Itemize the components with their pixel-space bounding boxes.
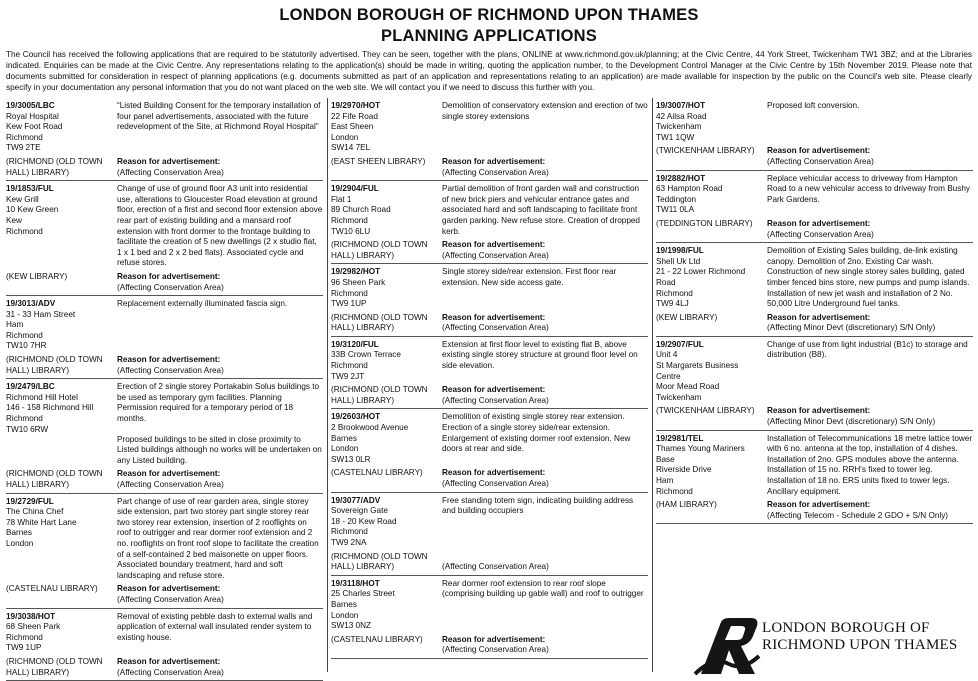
library-name: (CASTELNAU LIBRARY) — [331, 634, 423, 644]
application-address-block — [656, 340, 767, 404]
application-ref: 19/3007/HOT — [656, 101, 706, 110]
application-body — [331, 101, 648, 154]
application-body — [331, 579, 648, 632]
application-description-block — [442, 184, 648, 237]
reason-label: Reason for advertisement: — [117, 271, 221, 281]
reason-value: (Affecting Minor Devt (discretionary) S/N Only) — [767, 323, 936, 333]
application-entry — [331, 181, 648, 264]
reason-block — [442, 313, 648, 334]
application-body — [656, 340, 973, 404]
address-line: Unit 4 — [656, 350, 678, 360]
application-entry — [6, 379, 323, 493]
address-line: Barnes — [6, 528, 32, 538]
application-ref: 19/2982/HOT — [331, 267, 381, 277]
reason-block — [117, 469, 323, 490]
address-line: Shell Uk Ltd — [656, 256, 701, 266]
application-description: Proposed loft conversion. — [767, 101, 860, 110]
application-body — [331, 496, 648, 549]
address-line: TW9 1UP — [6, 643, 42, 653]
library-row — [6, 469, 323, 490]
column-3 — [656, 98, 973, 524]
application-address-block — [656, 101, 767, 143]
address-line: TW9 2TE — [6, 143, 41, 153]
application-ref: 19/1853/FUL — [6, 184, 54, 194]
library-name: (TWICKENHAM LIBRARY) — [656, 406, 755, 416]
address-line: Thames Young Mariners Base — [656, 444, 745, 464]
application-entry — [6, 296, 323, 379]
reason-value: (Affecting Conservation Area) — [767, 156, 874, 166]
address-line: Richmond — [656, 486, 693, 496]
reason-value: (Affecting Conservation Area) — [117, 594, 224, 604]
address-line: Barnes — [331, 599, 357, 609]
address-line: Riverside Drive — [656, 465, 712, 475]
application-description-block — [767, 246, 973, 310]
application-description: Removal of existing pebble dash to external walls and application of external wall insulated render system to existing house. — [117, 611, 313, 642]
application-address-block — [6, 612, 117, 654]
application-entry — [331, 337, 648, 410]
reason-value: (Affecting Conservation Area) — [117, 480, 224, 489]
application-description-block — [442, 579, 648, 632]
reason-block — [117, 272, 323, 293]
library-row — [331, 635, 648, 656]
library-row — [6, 355, 323, 376]
address-line: East Sheen — [331, 122, 374, 132]
library-row — [331, 385, 648, 406]
reason-value: (Affecting Conservation Area) — [442, 395, 549, 405]
application-description-block — [767, 340, 973, 404]
application-address-block — [6, 101, 117, 154]
address-line: Richmond — [6, 414, 43, 424]
application-address-block — [6, 184, 117, 269]
application-address-block — [331, 340, 442, 382]
reason-value: (Affecting Conservation Area) — [442, 479, 549, 488]
library-row — [331, 552, 648, 573]
library-name: (CASTELNAU LIBRARY) — [6, 584, 98, 594]
address-line: 21 - 22 Lower Richmond Road — [656, 267, 746, 287]
reason-label: Reason for advertisement: — [442, 240, 546, 250]
library-row — [331, 468, 648, 489]
library-row — [656, 406, 973, 427]
reason-value: (Affecting Conservation Area) — [117, 167, 224, 177]
application-entry — [6, 181, 323, 296]
library-name: (RICHMOND (OLD TOWN HALL) LIBRARY) — [6, 156, 103, 177]
library-row — [656, 313, 973, 334]
address-line: 89 Church Road — [331, 205, 391, 215]
reason-label: Reason for advertisement: — [117, 656, 221, 666]
application-ref: 19/3120/FUL — [331, 339, 379, 349]
reason-label: Reason for advertisement: — [442, 634, 546, 644]
reason-value: (Affecting Conservation Area) — [117, 667, 224, 677]
reason-value: (Affecting Conservation Area) — [117, 282, 224, 292]
reason-label: Reason for advertisement: — [117, 156, 221, 166]
library-row — [6, 272, 323, 293]
reason-value: (Affecting Conservation Area) — [442, 562, 549, 572]
library-row — [656, 146, 973, 167]
application-description-block — [767, 434, 973, 498]
address-line: St Margarets Business Centre — [656, 361, 739, 381]
application-ref: 19/2479/LBC — [6, 382, 55, 392]
application-body — [6, 382, 323, 466]
library-row — [656, 500, 973, 521]
address-line: London — [331, 444, 359, 454]
application-description: Extension at first floor level to existing flat B, above existing single storey structure at ground floor level on side elevation. — [442, 339, 638, 371]
application-body — [656, 174, 973, 216]
address-line: Richmond Hill Hotel — [6, 392, 78, 402]
column-divider — [652, 98, 653, 672]
library-name: (KEW LIBRARY) — [6, 271, 68, 281]
address-line: TW11 0LA — [656, 205, 695, 215]
reason-block — [117, 584, 323, 605]
address-line: 25 Charles Street — [331, 589, 395, 599]
library-row — [6, 584, 323, 605]
reason-block — [442, 157, 648, 178]
application-description-block — [767, 174, 973, 216]
application-entry — [331, 409, 648, 492]
application-body — [331, 340, 648, 382]
application-entry — [656, 171, 973, 244]
application-entry — [331, 264, 648, 337]
application-entry — [331, 576, 648, 659]
address-line: TW10 6LU — [331, 226, 371, 236]
column-1 — [6, 98, 323, 681]
reason-label: Reason for advertisement: — [767, 146, 871, 156]
reason-value: (Affecting Conservation Area) — [442, 323, 549, 333]
library-name: (KEW LIBRARY) — [656, 312, 718, 322]
address-line: TW9 4LJ — [656, 299, 689, 309]
library-name: (CASTELNAU LIBRARY) — [331, 468, 423, 478]
address-line: Sovereign Gate — [331, 506, 388, 516]
application-description-block — [442, 267, 648, 309]
application-address-block — [331, 101, 442, 154]
library-name: (RICHMOND (OLD TOWN HALL) LIBRARY) — [6, 469, 103, 489]
application-address-block — [331, 267, 442, 309]
reason-block — [767, 313, 973, 334]
reason-value: (Affecting Telecom - Schedule 2 GDO + S/N Only) — [767, 510, 949, 520]
reason-block — [442, 240, 648, 261]
reason-label: Reason for advertisement: — [442, 385, 546, 395]
address-line: TW9 1UP — [331, 299, 367, 309]
logo-line-2: RICHMOND UPON THAMES — [762, 637, 958, 653]
library-name: (RICHMOND (OLD TOWN HALL) LIBRARY) — [331, 551, 428, 572]
reason-block — [117, 657, 323, 678]
address-line: Moor Mead Road — [656, 382, 720, 392]
reason-value: (Affecting Conservation Area) — [442, 250, 549, 260]
application-address-block — [656, 434, 767, 498]
application-description-block — [117, 184, 323, 269]
application-ref: 19/3118/HOT — [331, 578, 380, 588]
application-entry — [656, 243, 973, 337]
address-line: 22 Fife Road — [331, 111, 378, 121]
reason-label: Reason for advertisement: — [767, 406, 871, 416]
reason-value: (Affecting Conservation Area) — [767, 229, 874, 239]
application-body — [656, 246, 973, 310]
reason-block — [767, 219, 973, 240]
application-ref: 19/2981/TEL — [656, 433, 704, 443]
application-ref: 19/2882/HOT — [656, 173, 706, 183]
application-description: Demolition of existing single storey rear extension. Erection of a single storey side/rear extension. Enlargement of existing dormer roof extension. New doors at rear and side. — [442, 412, 631, 454]
address-line: SW14 7EL — [331, 143, 371, 153]
application-address-block — [6, 382, 117, 466]
application-description: Erection of 2 single storey Portakabin Solus buildings to be used as temporary gym facilities. Planning Permission required for a temporary period of 18 months. — [117, 382, 320, 424]
application-description: Replacement externally illuminated fascia sign. — [117, 299, 288, 309]
library-row — [6, 657, 323, 678]
library-row — [331, 240, 648, 261]
application-ref: 19/2907/FUL — [656, 339, 704, 349]
application-ref: 19/3005/LBC — [6, 101, 55, 110]
column-2 — [331, 98, 648, 659]
library-row — [6, 157, 323, 178]
application-body — [6, 184, 323, 269]
application-description-block — [117, 382, 323, 466]
application-ref: 19/3038/HOT — [6, 611, 56, 621]
application-entry — [6, 609, 323, 681]
application-description: Change of use from light industrial (B1c) to storage and distribution (B8). — [767, 339, 968, 360]
reason-value: (Affecting Conservation Area) — [117, 365, 224, 375]
address-line: TW9 2JT — [331, 371, 365, 381]
reason-label: Reason for advertisement: — [767, 312, 871, 322]
library-row — [331, 157, 648, 178]
application-entry — [656, 98, 973, 171]
reason-label: Reason for advertisement: — [767, 500, 871, 510]
address-line: Richmond — [331, 527, 368, 537]
application-ref: 19/2904/FUL — [331, 184, 379, 194]
reason-label: Reason for advertisement: — [442, 156, 546, 166]
address-line: Richmond — [6, 226, 43, 236]
column-divider — [327, 98, 328, 672]
application-description: Installation of Telecommunications 18 metre lattice tower with 6 no. antenna at the top, installation of 4 dishes. Installation of 2no. GPS modules above the antenna. Installation of 15 no. RRH's fixed to tower leg. Installation of 18 no. ERS units fixed to tower legs. Ancillary equipment. — [767, 433, 973, 496]
application-entry — [6, 494, 323, 609]
application-entry — [656, 431, 973, 525]
application-body — [6, 497, 323, 582]
address-line: 42 Ailsa Road — [656, 111, 707, 121]
reason-block — [442, 552, 648, 573]
application-body — [331, 412, 648, 465]
council-logo-text — [762, 620, 957, 654]
application-ref: 19/2603/HOT — [331, 412, 381, 422]
application-address-block — [6, 497, 117, 582]
address-line: Ham — [6, 320, 24, 330]
application-body — [656, 434, 973, 498]
library-name: (TEDDINGTON LIBRARY) — [656, 218, 753, 228]
reason-block — [442, 468, 648, 489]
address-line: 63 Hampton Road — [656, 184, 723, 194]
application-body — [331, 184, 648, 237]
application-description-extra: Proposed buildings to be sited in close proximity to Listed buildings although no works will be undertaken on any Listed building. — [117, 434, 322, 465]
address-line: Kew — [6, 215, 22, 225]
application-ref: 19/3077/ADV — [331, 495, 381, 505]
application-description-block — [442, 101, 648, 154]
application-description: Change of use of ground floor A3 unit into residential use, alterations to Gloucester Road elevation at ground floor, erection of a first and second floor extension above rear part of existing building and a mansard roof extension with front dormer to the frontage building to facilitate the creation of 5 new dwellings (2 x studio flat, 1 x 1 bed and 2 x 2 bed flats). Associated cycle and refuse stores. — [117, 184, 323, 268]
application-ref: 19/2970/HOT — [331, 101, 381, 110]
address-line: Richmond — [331, 215, 368, 225]
application-description-block — [117, 497, 323, 582]
address-line: The China Chef — [6, 507, 64, 517]
reason-value: (Affecting Conservation Area) — [442, 167, 549, 177]
page-subtitle: PLANNING APPLICATIONS — [381, 27, 597, 45]
application-address-block — [331, 579, 442, 632]
address-line: TW1 1QW — [656, 132, 695, 142]
address-line: TW10 6RW — [6, 424, 49, 434]
application-description-block — [767, 101, 973, 143]
address-line: 33B Crown Terrace — [331, 350, 401, 360]
library-name: (RICHMOND (OLD TOWN HALL) LIBRARY) — [331, 385, 428, 405]
address-line: Twickenham — [656, 392, 702, 402]
address-line: Richmond — [6, 330, 43, 340]
address-line: Kew Grill — [6, 194, 39, 204]
library-name: (HAM LIBRARY) — [656, 500, 717, 510]
intro-paragraph: The Council has received the following applications that are required to be statutorily advertised. They can be seen, together with the plans, ONLINE at www.richmond.gov.uk/planning; at the Civic Centre, 44 York Street, Twickenham TW1 3BZ; and at the Libraries indicated. Enquiries can be made at the Civic Centre. Any representations relating to the application(s) should be made in writing, quoting the application number, to the Development Control Manager at the Civic Centre by 15th November 2019. Please note that documents submitted for consideration in respect of planning applications (e.g. documents submitted as part of an application and representations relating to an application) are made available for inspection by the public on the Council's web site. Please clearly specify in your documentation any personal information that you do not want placed on the web site. We will contact you if we need to discuss this further with you. — [6, 50, 972, 92]
application-description-block — [117, 299, 323, 352]
application-description: Rear dormer roof extension to rear roof slope (comprising building up gable wall) and roof to outrigger — [442, 578, 644, 599]
application-description-block — [442, 412, 648, 465]
application-description: Demolition of conservatory extension and erection of two single storey extensions — [442, 101, 648, 121]
library-name: (EAST SHEEN LIBRARY) — [331, 156, 426, 166]
address-line: 10 Kew Green — [6, 205, 59, 215]
application-body — [656, 101, 973, 143]
application-ref: 19/2729/FUL — [6, 496, 54, 506]
address-line: Ham — [656, 476, 674, 485]
application-address-block — [331, 496, 442, 549]
reason-label: Reason for advertisement: — [767, 218, 871, 228]
application-description-block — [117, 612, 323, 654]
application-description: Single storey side/rear extension. First floor rear extension. New side access gate. — [442, 267, 617, 287]
application-description: Part change of use of rear garden area, single storey side extension, part two storey part single storey rear two storey rear extension, insertion of 2 rooflights on roof to outrigger and rear dormer roof extension and 2 no. rooflights on front roof slope to facilitate the creation of a self-contained 2 bed maisonette on upper floors. Associated boundary treatment, hard and soft landscaping and refuse store. — [117, 496, 319, 580]
application-description: “Listed Building Consent for the temporary installation of four panel advertisements, associated with the future redevelopment of the Site, at Richmond Royal Hospital” — [117, 101, 321, 132]
address-line: Richmond — [331, 361, 368, 371]
reason-label: Reason for advertisement: — [442, 468, 546, 478]
application-address-block — [656, 246, 767, 310]
reason-value: (Affecting Minor Devt (discretionary) S/N Only) — [767, 417, 936, 427]
address-line: 78 White Hart Lane — [6, 517, 77, 527]
reason-value: (Affecting Conservation Area) — [442, 645, 549, 655]
address-line: 96 Sheen Park — [331, 277, 386, 287]
address-line: London — [6, 538, 34, 548]
reason-block — [767, 500, 973, 521]
application-entry — [6, 98, 323, 181]
address-line: Kew Foot Road — [6, 122, 63, 132]
address-line: Richmond — [6, 632, 43, 642]
application-body — [6, 612, 323, 654]
address-line: 31 - 33 Ham Street — [6, 309, 76, 319]
logo-line-1: LONDON BOROUGH OF — [762, 620, 930, 636]
library-name: (RICHMOND (OLD TOWN HALL) LIBRARY) — [331, 312, 428, 333]
address-line: TW10 7HR — [6, 341, 47, 351]
address-line: Richmond — [6, 132, 43, 142]
reason-block — [117, 157, 323, 178]
reason-label: Reason for advertisement: — [442, 312, 546, 322]
application-address-block — [6, 299, 117, 352]
address-line: 146 - 158 Richmond Hill — [6, 403, 94, 413]
library-row — [656, 219, 973, 240]
address-line: SW13 0NZ — [331, 621, 372, 631]
application-description-block — [442, 340, 648, 382]
application-entry — [331, 98, 648, 181]
address-line: Richmond — [656, 288, 693, 298]
reason-block — [442, 635, 648, 656]
reason-spacer — [442, 552, 648, 563]
application-description: Partial demolition of front garden wall and construction of new brick piers and vehicular entrance gates and associated hard and soft landscaping to facilitate front garden parking. New refuse store. Creation of dropped kerb. — [442, 184, 640, 236]
address-line: London — [331, 610, 359, 620]
reason-block — [767, 406, 973, 427]
reason-block — [767, 146, 973, 167]
address-line: Flat 1 — [331, 194, 352, 204]
application-body — [331, 267, 648, 309]
address-line: SW13 0LR — [331, 454, 371, 464]
application-ref: 19/3013/ADV — [6, 299, 56, 309]
address-line: 2 Brookwood Avenue — [331, 423, 409, 433]
address-line: 18 - 20 Kew Road — [331, 516, 397, 526]
library-name: (RICHMOND (OLD TOWN HALL) LIBRARY) — [331, 240, 428, 260]
address-line: Twickenham — [656, 122, 702, 132]
address-line: London — [331, 132, 359, 142]
application-description-block — [442, 496, 648, 549]
address-line: Richmond — [331, 288, 368, 298]
library-row — [331, 313, 648, 334]
reason-label: Reason for advertisement: — [117, 469, 221, 479]
application-entry — [656, 337, 973, 431]
reason-label: Reason for advertisement: — [117, 355, 221, 365]
application-body — [6, 299, 323, 352]
application-address-block — [656, 174, 767, 216]
library-name: (RICHMOND (OLD TOWN HALL) LIBRARY) — [6, 355, 103, 375]
library-name: (TWICKENHAM LIBRARY) — [656, 146, 755, 156]
address-line: Teddington — [656, 194, 697, 204]
application-ref: 19/1998/FUL — [656, 246, 704, 256]
application-description: Demolition of Existing Sales building, de-link existing canopy. Demolition of 2no. Existing Car wash. Construction of new single storey sales building, gated timber fenced bins store, new pumps and pump islands. Installation of new jet wash and installation of 2 No. 50,000 Litre Underground fuel tanks. — [767, 246, 970, 309]
application-address-block — [331, 184, 442, 237]
application-address-block — [331, 412, 442, 465]
application-description: Replace vehicular access to driveway from Hampton Road to a new vehicular access to driveway from Bushy Park Gardens. — [767, 173, 970, 204]
address-line: Royal Hospital — [6, 111, 59, 121]
reason-label: Reason for advertisement: — [117, 584, 221, 594]
address-line: Barnes — [331, 433, 357, 443]
reason-block — [442, 385, 648, 406]
application-body — [6, 101, 323, 154]
page-title: LONDON BOROUGH OF RICHMOND UPON THAMES — [279, 6, 699, 24]
reason-block — [117, 355, 323, 376]
address-line: TW9 2NA — [331, 537, 367, 547]
address-line: 68 Sheen Park — [6, 622, 61, 632]
library-name: (RICHMOND (OLD TOWN HALL) LIBRARY) — [6, 656, 103, 677]
application-entry — [331, 493, 648, 576]
application-description: Free standing totem sign, indicating building address and building occupiers — [442, 495, 634, 516]
application-description-block — [117, 101, 323, 154]
